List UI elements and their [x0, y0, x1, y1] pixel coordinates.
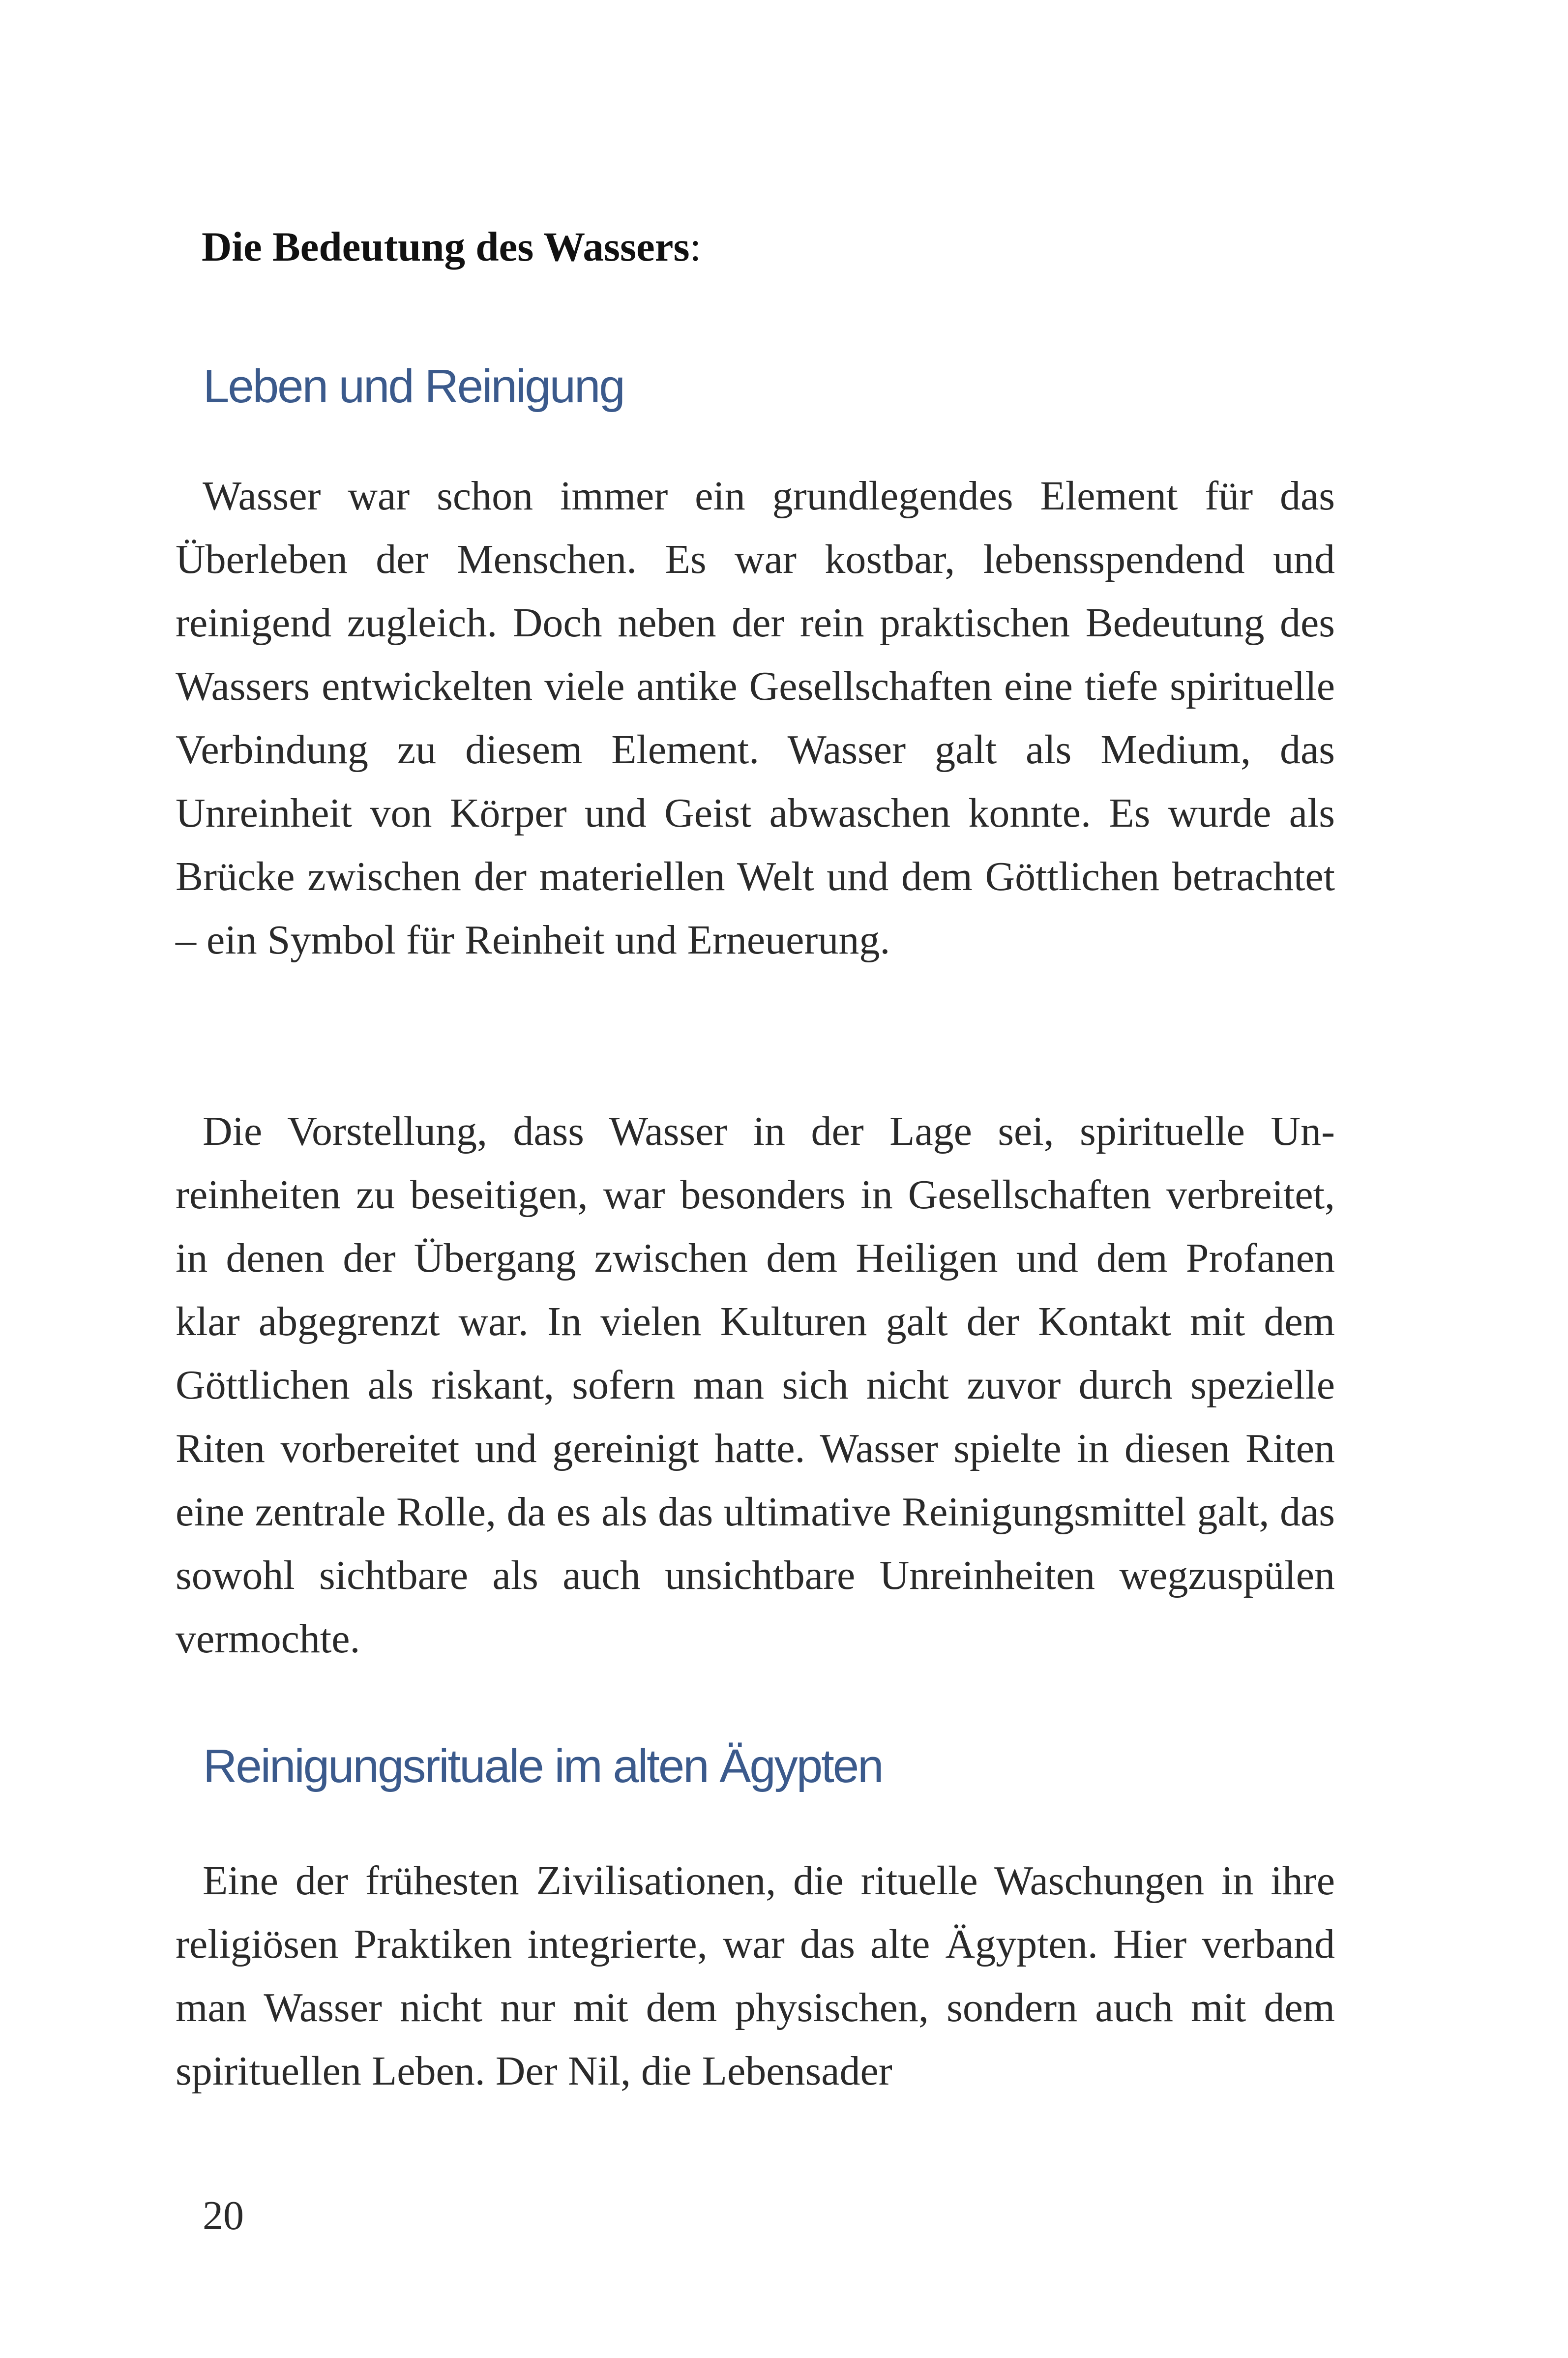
body-paragraph: Die Vorstellung, dass Wasser in der Lage sei, spirituelle Unreinheiten zu beseitigen, war besonders in Gesellschaften verbreitet, in denen der Übergang zwischen dem Heiligen und dem Profanen klar abgegrenzt war. In vielen Kulturen galt der Kontakt mit dem Göttlichen als riskant, sofern man sich nicht zuvor durch spezielle Riten vorbereitet und gereinigt hatte. Wasser spielte in diesen Riten eine zentrale Rolle, da es als das ultimative Reinigungsmittel galt, das sowohl sichtbare als auch unsichtbare Unreinheiten wegzuspülen vermochte. [176, 1108, 1335, 1662]
body-paragraph: Eine der frühesten Zivilisationen, die rituelle Waschungen in ihre religiösen Praktiken integrierte, war das alte Ägypten. Hier verband man Wasser nicht nur mit dem physischen, sondern auch mit dem spirituellen Leben. Der Nil, die Lebensader [176, 1858, 1335, 2094]
chapter-label-colon: : [689, 224, 702, 270]
chapter-label [202, 226, 701, 268]
section-heading-leben-und-reinigung: Leben und Reinigung [203, 360, 624, 413]
section-heading-reinigungsrituale: Reinigungsrituale im alten Ägypten [203, 1740, 883, 1792]
body-paragraph: Wasser war schon immer ein grundlegendes Element für das Überleben der Menschen. Es war kostbar, lebensspendend und reinigend zugleich. Doch neben der rein praktischen Bedeutung des Wassers entwickelten viele antike Gesellschaften eine tiefe spirituelle Verbindung zu diesem Element. Wasser galt als Medium, das Unreinheit von Körper und Geist abwaschen konnte. Es wurde als Brücke zwischen der materiellen Welt und dem Göttlichen betrachtet – ein Symbol für Reinheit und Erneuerung. [176, 473, 1335, 963]
page-number: 20 [203, 2193, 244, 2239]
chapter-label-title: Die Bedeutung des Wassers [202, 224, 690, 270]
